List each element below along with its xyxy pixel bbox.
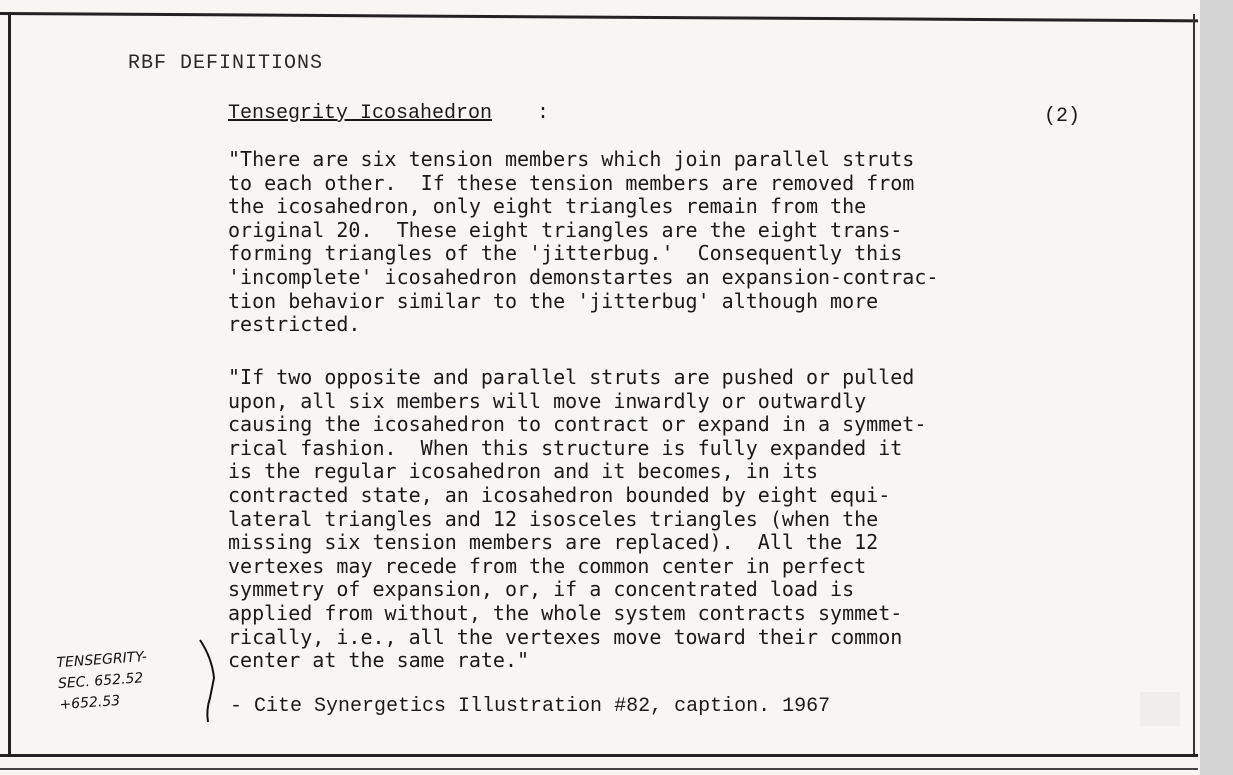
- entry-term-text: Tensegrity Icosahedron: [228, 102, 493, 125]
- page-number: (2): [1044, 105, 1081, 128]
- handwritten-bracket: [198, 638, 218, 724]
- handwritten-note-line-2: SEC. 652.52: [57, 670, 144, 693]
- left-border-line: [8, 12, 11, 757]
- citation: - Cite Synergetics Illustration #82, caption. 1967: [230, 695, 831, 718]
- faded-stamp: [1140, 692, 1180, 726]
- handwritten-note-line-1: TENSEGRITY-: [56, 648, 148, 672]
- entry-term-colon: :: [537, 102, 550, 125]
- entry-term: [228, 102, 492, 125]
- handwritten-note-line-3: +652.53: [58, 692, 121, 714]
- top-border-line: [0, 12, 1198, 22]
- bottom-border-line: [0, 754, 1198, 757]
- quote-paragraph-2: "If two opposite and parallel struts are pushed or pulled upon, all six members will move inwardly or outwardly causing the icosahedron to contract or expand in a symmet- rical fashion. When this structure is fully expanded it is the regular icosahedron and it becomes, in its contracted state, an icosahedron bounded by eight equi- lateral triangles and 12 isosceles triangles (when the missing six tension members are replaced). All the 12 vertexes may recede from the common center in perfect symmetry of expansion, or, if a concentrated load is applied from without, the whole system contracts symmet- rically, i.e., all the vertexes move toward their common center at the same rate.": [228, 365, 927, 673]
- right-border-line: [1193, 14, 1195, 757]
- page-edge-strip: [1200, 0, 1233, 775]
- quote-paragraph-1: "There are six tension members which join parallel struts to each other. If these tension members are removed from the icosahedron, only eight triangles remain from the original 20. These eight triangles are the eight trans- forming triangles of the 'jitterbug.' Consequently this 'incomplete' icosahedron demonstartes an expansion-contrac- tion behavior similar to the 'jitterbug' although more restricted.: [228, 147, 939, 337]
- handwritten-note: [56, 647, 151, 716]
- card-header: RBF DEFINITIONS: [128, 52, 324, 75]
- next-card-edge: [0, 768, 1198, 770]
